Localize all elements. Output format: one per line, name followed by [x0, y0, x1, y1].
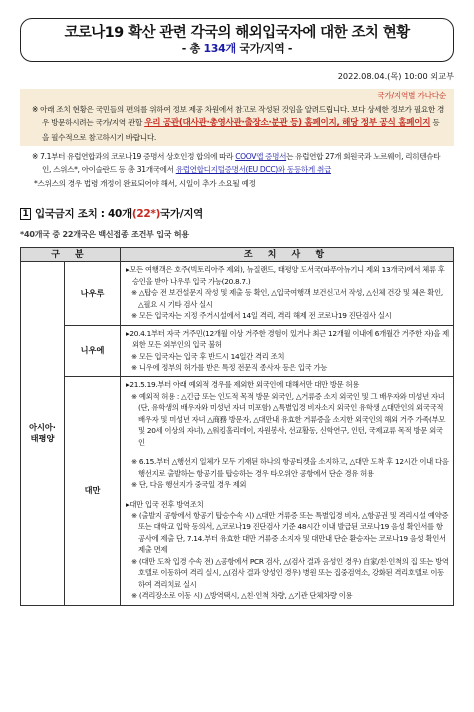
country-count: 134개	[203, 42, 236, 56]
country-cell: 대만	[65, 377, 121, 605]
notice-text	[20, 102, 454, 146]
notice-box	[20, 89, 454, 146]
section-label: 입국금지 조치 : 40개	[35, 207, 132, 220]
measure-line: ※ 단, 다음 행선지가 중국일 경우 제외	[131, 480, 247, 490]
spacer	[126, 448, 449, 456]
measures-table	[20, 247, 454, 605]
subtitle-suffix: 국가/지역 -	[235, 42, 293, 56]
eu-note-part-a: ※ 7.1부터 유럽연합과의 코로나19 증명서 상호인정 합의에 따라	[32, 151, 236, 161]
eu-note-part-c: 는 유럽연합 27개 회원국과 노르웨이, 리히텐슈타인, 스위스*, 아이슬란드 등 총 31개국에서	[42, 151, 441, 174]
page-title: 코로나19 확산 관련 각국의 해외입국자에 대한 조치 현황	[64, 25, 410, 41]
measure-line: ※ 예외적 허용 : △긴급 또는 인도적 목적 방문 외국인, △거류증 소지 외국인 및 그 배우자와 미성년 자녀(단, 유학생의 배우자와 미성년 자녀 미포함) △특별입경 비자소지 외국인 유학생 △대만인의 외국국적 배우자 및 미성년 자녀 △商務 방문자, △대만내 유효한 거류증을 소지한 외국인의 해외 거주 가족(부모 및 20세 이상의 자녀), △워킹홀리데이, 자원봉사, 선교활동, 신학연구, 인턴, 국제교류 목적 방문 외국인	[131, 391, 446, 447]
header-category: 구 분	[21, 248, 121, 262]
measure-line: ※ 6.15.부터 △행선지 일체가 모두 기재된 하나의 항공티켓을 소지하고, △대만 도착 후 12시간 이내 다음 행선지로 출발하는 항공기를 탑승하는 경우 타오위안 공항에서 단순 경유 허용	[131, 457, 449, 478]
section-heading	[20, 207, 454, 222]
measures-cell	[121, 325, 454, 377]
table-row	[21, 325, 454, 377]
measure-line: ※ (격리장소로 이동 시) △방역택시, △친·인척 차량, △기관 단체차량 이용	[131, 591, 353, 601]
measure-line: ▸대만 입국 전후 방역조치	[126, 499, 204, 509]
country-cell: 나우루	[65, 262, 121, 325]
measures-cell	[121, 377, 454, 605]
eu-dcc-note	[20, 146, 454, 177]
table-header-row	[21, 248, 454, 262]
notice-strong-link[interactable]: 우리 공관(대사관·총영사관·출장소·분관 등) 홈페이지, 해당 정부 공식 홈페이지	[144, 117, 431, 128]
coov-link[interactable]: COOV앱 증명서	[235, 151, 287, 161]
date-line: 2022.08.04.(목) 10:00 외교부	[337, 70, 454, 81]
measure-line: ※ (출발지 공항에서 항공기 탑승수속 시) △대만 거류증 또는 특별입경 비자, △항공권 및 격리시설 예약증 또는 대학교 입학 동의서, △코로나19 진단검사 기준 48시간 이내 발급된 코로나19 음성 확인서를 항공사에 제출 단, 7.14.부터 유효한 대만 거류증 소지자 및 대만내 단순 환승자는 코로나19 음성 확인서 제출 면제	[131, 510, 449, 555]
section-note: *40개국 중 22개국은 백신접종 조건부 입국 허용	[20, 229, 189, 239]
measure-line: ▸20.4.1부터 자국 거주민(12개월 이상 거주한 경험이 있거나 최근 12개월 이내에 6개월간 거주한 자)을 제외한 모든 외부인의 입국 불허	[126, 328, 449, 350]
measure-line: ※ 모든 입국자는 입국 후 반드시 14일간 격리 조치	[131, 351, 285, 361]
table-row	[21, 377, 454, 605]
measure-line: ※ 니우에 정부의 허가를 받은 특정 전문직 종사자 등은 입국 가능	[131, 362, 328, 372]
spacer	[126, 491, 449, 499]
notice-lead: ※ 아래 조치 현황은 국민들의 편의를 위하여 정보 제공 차원에서 참고로 작성된 것임을 알려드립니다. 보다 상세한 정보가 필요한 경우 방문하시려는 국가/지역 관할	[32, 104, 445, 127]
table-row	[21, 262, 454, 325]
page-subtitle	[27, 42, 447, 57]
section-number: 1	[20, 208, 31, 220]
country-cell: 니우에	[65, 325, 121, 377]
swiss-note: *스위스의 경우 법령 개정이 완료되어야 해서, 시일이 추가 소요될 예정	[34, 178, 256, 188]
section-suffix: 국가/지역	[160, 207, 204, 220]
measure-line: ▸모든 여행객은 호주(빅토리아주 제외), 뉴질랜드, 태평양 도서국(파푸아뉴기니 제외 13개국)에서 체류 후 승인을 받아 나우루 입국 가능(20.8.7.)	[126, 265, 445, 286]
subtitle-prefix: - 총	[181, 42, 204, 56]
measure-line: ※ △탑승 전 보건설문지 작성 및 제출 등 확인, △입국여행객 보건신고서 작성, △신체 건강 및 체온 확인, △필요 시 기타 검사 실시	[131, 288, 443, 309]
notice-tail: 등을 필수적으로 참고하시기 바랍니다.	[42, 117, 440, 142]
region-cell: 아시아· 태평양	[21, 262, 65, 605]
measure-line: ▸21.5.19.부터 아래 예외적 경우를 제외한 외국인에 대해서만 대만 방문 허용	[126, 380, 360, 390]
measure-line: ※ 모든 입국자는 지정 주거시설에서 14일 격리, 격리 해제 전 코로나19 진단검사 실시	[131, 311, 392, 321]
header-measures: 조 치 사 항	[121, 248, 454, 262]
eu-dcc-link[interactable]: 유럽연합디지털증명서(EU DCC)와 동등하게 취급	[175, 164, 331, 174]
measure-line: ※ (대만 도착 입경 수속 전) △공항에서 PCR 검사, △(검사 결과 음성인 경우) 自家/친·인척의 집 또는 방역호텔로 이동하여 격리 실시, △(검사 결과 양성인 경우) 병원 또는 집중검역소, 강화된 격리호텔로 이동하여 격리치료 실시	[131, 556, 449, 589]
sort-order-note: 국가/지역별 가나다순	[20, 89, 454, 102]
title-box	[20, 18, 454, 62]
measures-cell	[121, 262, 454, 325]
section-paren: (22*)	[131, 207, 161, 220]
